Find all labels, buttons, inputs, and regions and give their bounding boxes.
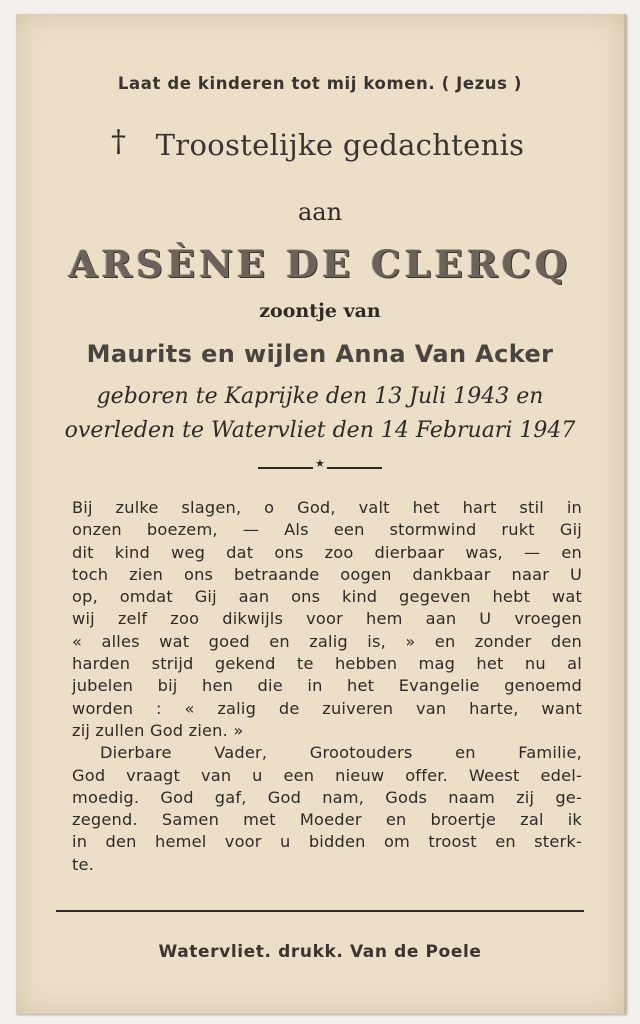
memorial-card <box>16 14 626 1014</box>
prayer-line: harden strijd gekend te hebben mag het nu al <box>72 654 582 674</box>
bottom-divider <box>56 910 584 912</box>
card-title: Troostelijke gedachtenis <box>155 128 525 162</box>
prayer-line: te. <box>72 854 95 874</box>
relation-text: zoontje van <box>259 300 381 322</box>
prayer-line: in den hemel voor u bidden om troost en sterk- <box>72 832 582 852</box>
deceased-name: ARSÈNE DE CLERCQ <box>68 242 572 286</box>
prayer-line: zegend. Samen met Moeder en broertje zal ik <box>72 810 582 830</box>
prayer-line: moedig. God gaf, God nam, Gods naam zij ge- <box>72 787 582 807</box>
prayer-line: God vraagt van u een nieuw offer. Weest edel- <box>72 765 582 785</box>
prayer-line: « alles wat goed en zalig is, » en zonder den <box>72 631 582 651</box>
prayer-line: wij zelf zoo dikwijls voor hem aan U vroegen <box>72 609 582 629</box>
dedication-word: aan <box>297 198 343 226</box>
star-icon: ★ <box>315 457 325 470</box>
prayer-line: zij zullen God zien. » <box>72 720 244 740</box>
prayer-line: onzen boezem, — Als een stormwind rukt Gij <box>72 520 582 540</box>
prayer-line: Dierbare Vader, Grootouders en Familie, <box>100 743 582 763</box>
parents-names: Maurits en wijlen Anna Van Acker <box>86 340 554 368</box>
cross-icon: † <box>111 124 126 159</box>
prayer-line: op, omdat Gij aan ons kind gegeven hebt wat <box>72 587 582 607</box>
birth-line: geboren te Kaprijke den 13 Juli 1943 en <box>96 384 544 409</box>
prayer-text <box>72 497 582 876</box>
prayer-line: dit kind weg dat ons zoo dierbaar was, — en <box>72 542 582 562</box>
motto: Laat de kinderen tot mij komen. ( Jezus ) <box>117 74 523 93</box>
prayer-line: toch zien ons betraande oogen dankbaar naar U <box>72 564 582 584</box>
prayer-line: worden : « zalig de zuiveren van harte, want <box>72 698 582 718</box>
death-line: overleden te Watervliet den 14 Februari 1947 <box>64 418 576 443</box>
printer-credit: Watervliet. drukk. Van de Poele <box>158 942 482 962</box>
divider-ornament <box>258 457 382 474</box>
prayer-line: jubelen bij hen die in het Evangelie genoemd <box>72 676 582 696</box>
prayer-line: Bij zulke slagen, o God, valt het hart stil in <box>72 498 582 517</box>
